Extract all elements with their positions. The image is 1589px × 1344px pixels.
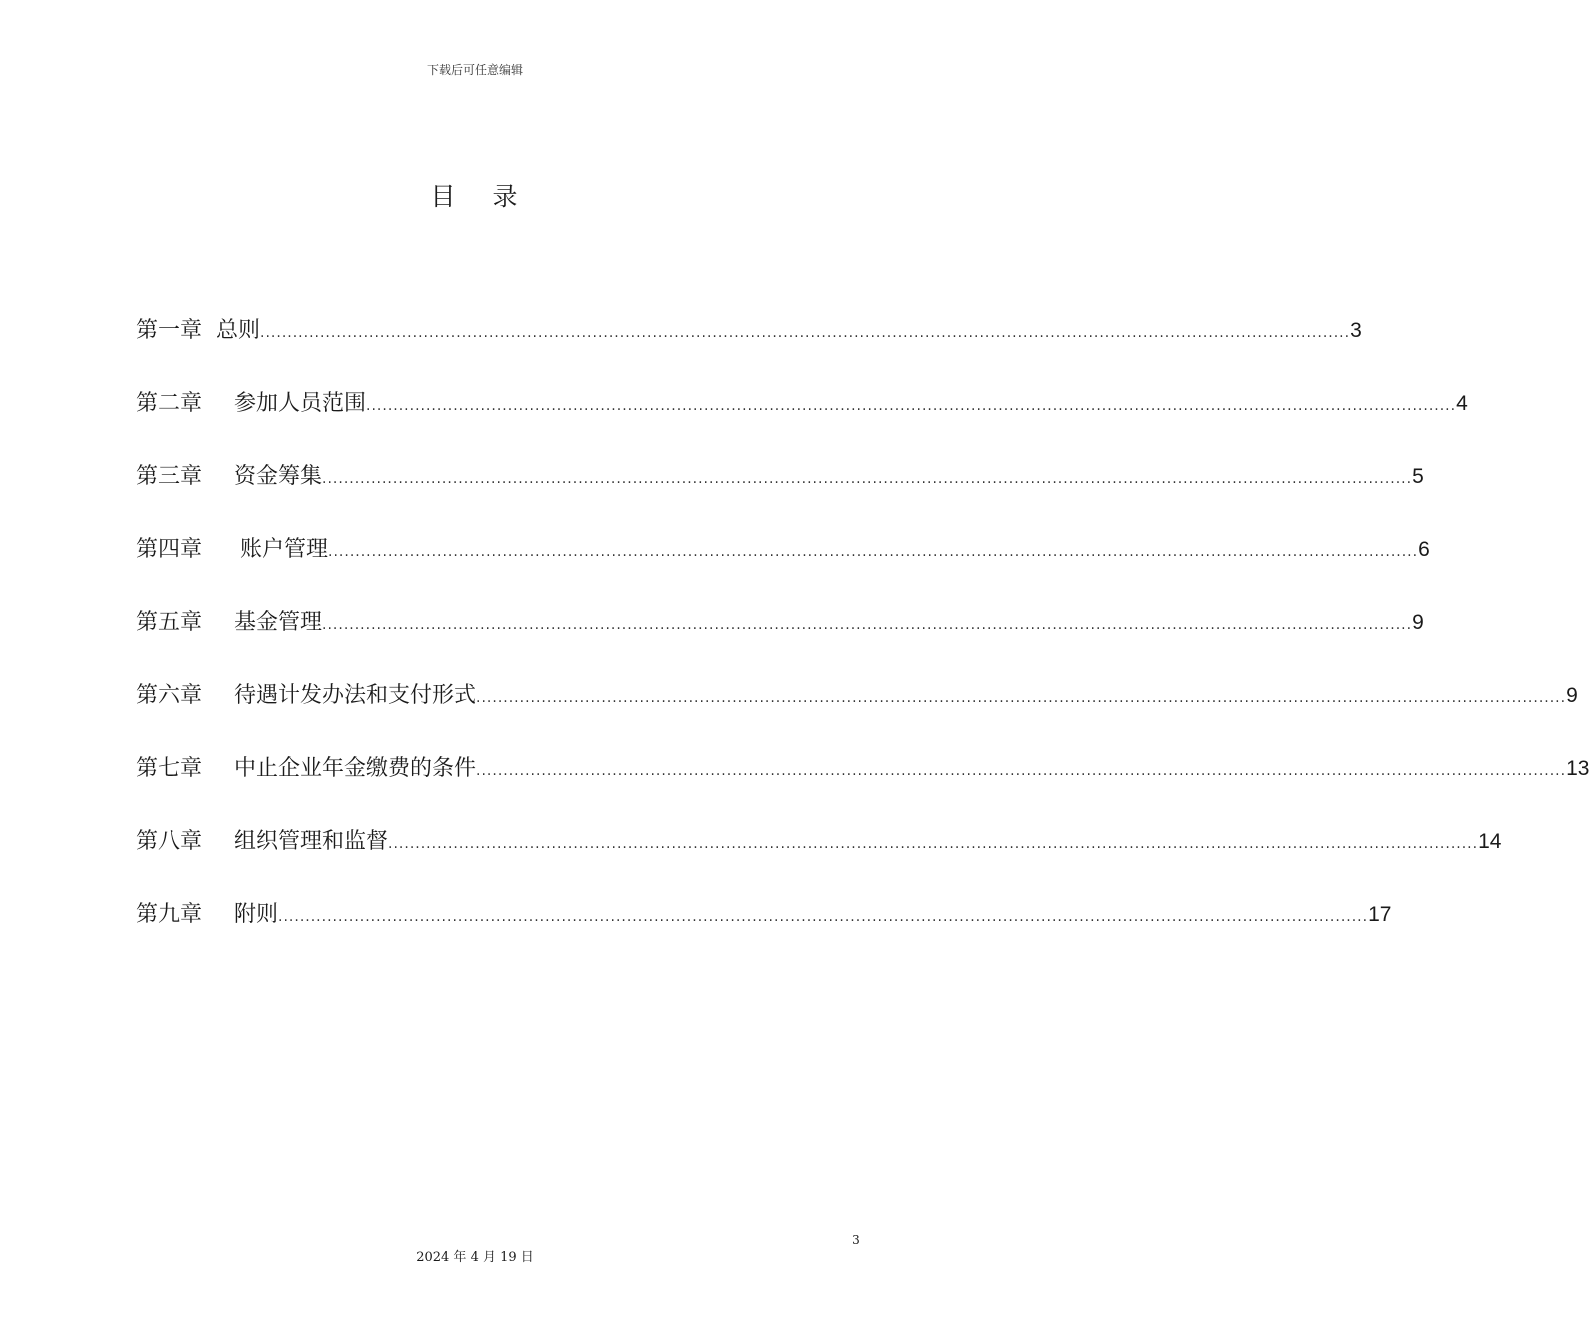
toc-entry[interactable] [136, 308, 1362, 381]
toc-dot-leader: ........................................................................................................................................................................................................ [476, 690, 1567, 706]
toc-entry[interactable] [136, 527, 1430, 600]
header-note: 下载后可任意编辑 [426, 63, 523, 77]
toc-page-number: 14 [1478, 830, 1502, 853]
toc-chapter-label: 第一章 [136, 318, 203, 343]
toc-chapter-label: 第四章 [136, 537, 203, 562]
toc-dot-leader: ........................................................................................................................................................................................................ [322, 617, 1413, 633]
toc-page-number: 6 [1418, 538, 1430, 561]
toc-page-number: 5 [1412, 465, 1424, 488]
toc-entry[interactable] [136, 381, 1468, 454]
toc-dot-leader: ........................................................................................................................................................................................................ [388, 836, 1479, 852]
toc-dot-leader: ........................................................................................................................................................................................................ [260, 325, 1351, 341]
toc-chapter-label: 第三章 [136, 464, 203, 489]
toc-chapter-label: 第七章 [136, 756, 203, 781]
toc-page-number: 9 [1412, 611, 1424, 634]
toc-page-number: 4 [1456, 392, 1468, 415]
toc-page-number: 9 [1566, 684, 1578, 707]
toc-dot-leader: ........................................................................................................................................................................................................ [476, 763, 1567, 779]
toc-chapter-name: 附则 [234, 902, 279, 927]
toc-title-char-1: 目 [430, 182, 458, 211]
toc-page-number: 17 [1368, 903, 1392, 926]
toc-chapter-label: 第五章 [136, 610, 203, 635]
toc-chapter-name: 资金筹集 [234, 464, 323, 489]
toc-chapter-label: 第六章 [136, 683, 203, 708]
toc-entry[interactable] [136, 892, 1392, 965]
toc-page-number: 13 [1566, 757, 1589, 780]
toc-entry[interactable] [136, 454, 1424, 527]
toc-chapter-name: 中止企业年金缴费的条件 [234, 756, 477, 781]
toc-entry[interactable] [136, 819, 1502, 892]
toc-dot-leader: ........................................................................................................................................................................................................ [278, 909, 1369, 925]
footer-date: 2024 年 4 月 19 日 [416, 1250, 534, 1265]
toc-chapter-name: 基金管理 [234, 610, 323, 635]
toc-page-number: 3 [1350, 319, 1362, 342]
toc-chapter-label: 第八章 [136, 829, 203, 854]
toc-chapter-name: 参加人员范围 [234, 391, 367, 416]
toc-title-char-2: 录 [492, 182, 520, 211]
toc-chapter-label: 第二章 [136, 391, 203, 416]
toc-entry[interactable] [136, 673, 1578, 746]
toc-entry[interactable] [136, 600, 1424, 673]
toc-title [0, 177, 950, 213]
toc-chapter-name: 组织管理和监督 [234, 829, 389, 854]
toc-chapter-name: 待遇计发办法和支付形式 [234, 683, 477, 708]
toc-chapter-name: 账户管理 [240, 537, 329, 562]
toc-dot-leader: ........................................................................................................................................................................................................ [366, 398, 1457, 414]
toc-entry[interactable] [136, 746, 1589, 819]
toc-chapter-label: 第九章 [136, 902, 203, 927]
toc-dot-leader: ........................................................................................................................................................................................................ [328, 544, 1419, 560]
toc-list [136, 308, 1589, 965]
toc-dot-leader: ........................................................................................................................................................................................................ [322, 471, 1413, 487]
page-number: 3 [852, 1233, 860, 1247]
toc-chapter-name: 总则 [216, 318, 261, 343]
